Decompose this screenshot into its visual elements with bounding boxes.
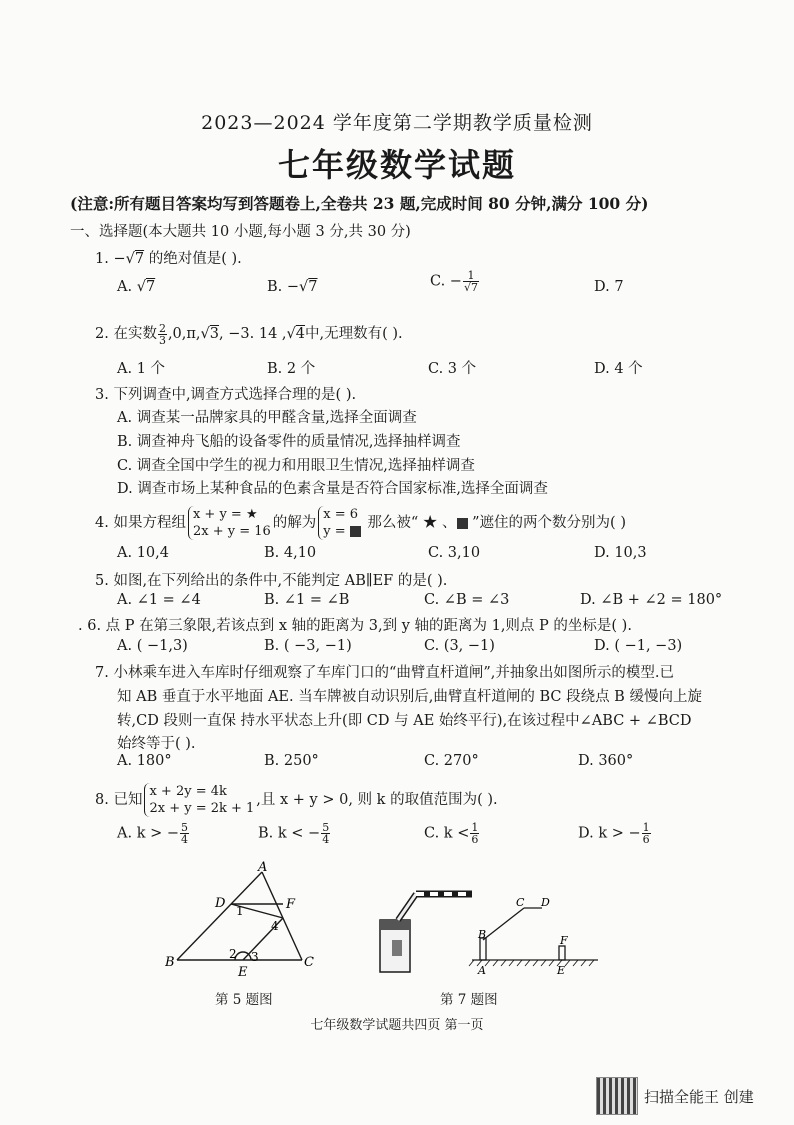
question-4: 4. 如果方程组 x + y = ★ 2x + y = 16 的解为 x = 6 y = 那么被“ ★ 、 ”遮住的两个数分别为( ) [95, 507, 626, 539]
angle-4-label: 4 [271, 919, 279, 933]
segment-bc [483, 908, 524, 940]
q8-option-a: A. k > − $\frac{5}{4}$ [117, 821, 188, 846]
figure-7-caption: 第 7 题图 [440, 992, 498, 1008]
q3-option-d: D. 调查市场上某种食品的色素含量是否符合国家标准,选择全面调查 [117, 481, 548, 497]
post-ab [480, 938, 486, 960]
watermark-text: 扫描全能王 创建 [644, 1087, 754, 1106]
segment-ab [177, 872, 262, 960]
q5-option-d: D. ∠B + ∠2 = 180° [580, 592, 723, 608]
label-d: D [215, 896, 226, 911]
figure-7-model [468, 894, 603, 979]
question-7-line-4: 始终等于( ). [117, 736, 196, 752]
q7-option-b: B. 250° [264, 753, 319, 769]
q7-option-d: D. 360° [578, 753, 634, 769]
black-square-icon [457, 518, 468, 529]
q5-option-b: B. ∠1 = ∠B [264, 592, 350, 608]
q8-option-b: B. k < − $\frac{5}{4}$ [258, 821, 330, 846]
exam-title: 七年级数学试题 [277, 146, 516, 184]
label-f: F [560, 934, 568, 947]
black-square-icon [350, 526, 361, 537]
q6-option-b: B. ( −3, −1) [264, 638, 352, 654]
question-3: 3. 下列调查中,调查方式选择合理的是( ). [95, 387, 357, 403]
label-e: E [238, 965, 248, 980]
question-7-line-1: 7. 小林乘车进入车库时仔细观察了车库门口的“曲臂直杆道闸”,并抽象出如图所示的模型.已 [95, 665, 674, 681]
angle-2-label: 2 [229, 947, 237, 961]
label-c: C [516, 896, 525, 909]
q8-equation-system: x + 2y = 4k 2x + y = 2k + 1 [144, 783, 254, 817]
figure-5-triangle [165, 860, 325, 985]
q3-option-c: C. 调查全国中学生的视力和用眼卫生情况,选择抽样调查 [117, 458, 475, 474]
q1-option-a: A. √7 [117, 279, 156, 295]
q1-stem-text: 的绝对值是( ). [144, 251, 242, 267]
label-d: D [541, 896, 550, 909]
q3-option-a: A. 调查某一品牌家具的甲醛含量,选择全面调查 [117, 410, 417, 426]
q4-option-a: A. 10,4 [117, 545, 169, 561]
sqrt-symbol: √ [125, 251, 135, 267]
section-heading: 一、选择题(本大题共 10 小题,每小题 3 分,共 30 分) [70, 224, 411, 240]
q4-option-d: D. 10,3 [594, 545, 647, 561]
q1-option-c: C. − $\frac{1}{√7}$ [430, 269, 478, 294]
page-footer: 七年级数学试题共四页 第一页 [310, 1018, 484, 1033]
q1-number: 1. [95, 251, 109, 267]
label-e: E [557, 964, 566, 977]
q4-equation-system: x + y = ★ 2x + y = 16 [188, 506, 271, 540]
question-7-line-3: 转,CD 段则一直保 持水平状态上升(即 CD 与 AE 始终平行),在该过程中∠ABC + ∠BCD [117, 713, 692, 729]
q6-option-d: D. ( −1, −3) [594, 638, 683, 654]
question-2: 2. 在实数 $\frac{2}{3}$ ,0,π,√3, −3. 14 ,√4中,无理数有( ). [95, 321, 403, 347]
q4-option-c: C. 3,10 [428, 545, 481, 561]
q5-option-c: C. ∠B = ∠3 [424, 592, 510, 608]
q1-minus: − [108, 251, 126, 267]
exam-subtitle: 2023—2024 学年度第二学期教学质量检测 [201, 112, 593, 134]
post-ef [559, 946, 565, 960]
q6-option-a: A. ( −1,3) [117, 638, 188, 654]
qr-code-icon [596, 1077, 638, 1115]
q7-option-a: A. 180° [117, 753, 172, 769]
q4-solution: x = 6 y = [318, 506, 361, 540]
q1-option-d: D. 7 [594, 279, 624, 295]
angle-3-label: 3 [251, 950, 259, 964]
q1-radicand: 7 [134, 251, 145, 267]
segment-ac [262, 872, 302, 960]
scanner-watermark [596, 1077, 754, 1115]
ground-hatching [469, 960, 594, 966]
label-c: C [304, 955, 314, 970]
q2-option-a: A. 1 个 [117, 361, 166, 377]
q1-option-b: B. −√7 [267, 279, 318, 295]
label-a: A [258, 860, 268, 875]
q7-option-c: C. 270° [424, 753, 479, 769]
label-b: B [478, 928, 487, 941]
figure-7-gate-photo [372, 880, 478, 980]
question-5: 5. 如图,在下列给出的条件中,不能判定 AB∥EF 的是( ). [95, 573, 448, 589]
label-a: A [478, 964, 486, 977]
question-6: . 6. 点 P 在第三象限,若该点到 x 轴的距离为 3,到 y 轴的距离为 1,则点 P 的坐标是( ). [78, 618, 632, 634]
figure-5-caption: 第 5 题图 [215, 992, 273, 1008]
question-8: 8. 已知 x + 2y = 4k 2x + y = 2k + 1 ,且 x + y > 0, 则 k 的取值范围为( ). [95, 784, 498, 816]
q8-option-c: C. k < $\frac{1}{6}$ [424, 821, 479, 846]
q5-option-a: A. ∠1 = ∠4 [117, 592, 201, 608]
q2-option-d: D. 4 个 [594, 361, 643, 377]
q2-option-c: C. 3 个 [428, 361, 477, 377]
label-b: B [165, 955, 175, 970]
q6-option-c: C. (3, −1) [424, 638, 495, 654]
question-1 [95, 247, 242, 268]
question-7-line-2: 知 AB 垂直于水平地面 AE. 当车牌被自动识别后,曲臂直杆道闸的 BC 段绕点 B 缓慢向上旋 [117, 689, 702, 705]
q8-option-d: D. k > − $\frac{1}{6}$ [578, 821, 650, 846]
q4-option-b: B. 4,10 [264, 545, 317, 561]
q3-option-b: B. 调查神舟飞船的设备零件的质量情况,选择抽样调查 [117, 434, 461, 450]
q2-option-b: B. 2 个 [267, 361, 316, 377]
label-f: F [286, 897, 296, 912]
angle-1-label: 1 [236, 904, 244, 918]
exam-notice: (注意:所有题目答案均写到答题卷上,全卷共 23 题,完成时间 80 分钟,满分 100 分) [70, 194, 649, 213]
